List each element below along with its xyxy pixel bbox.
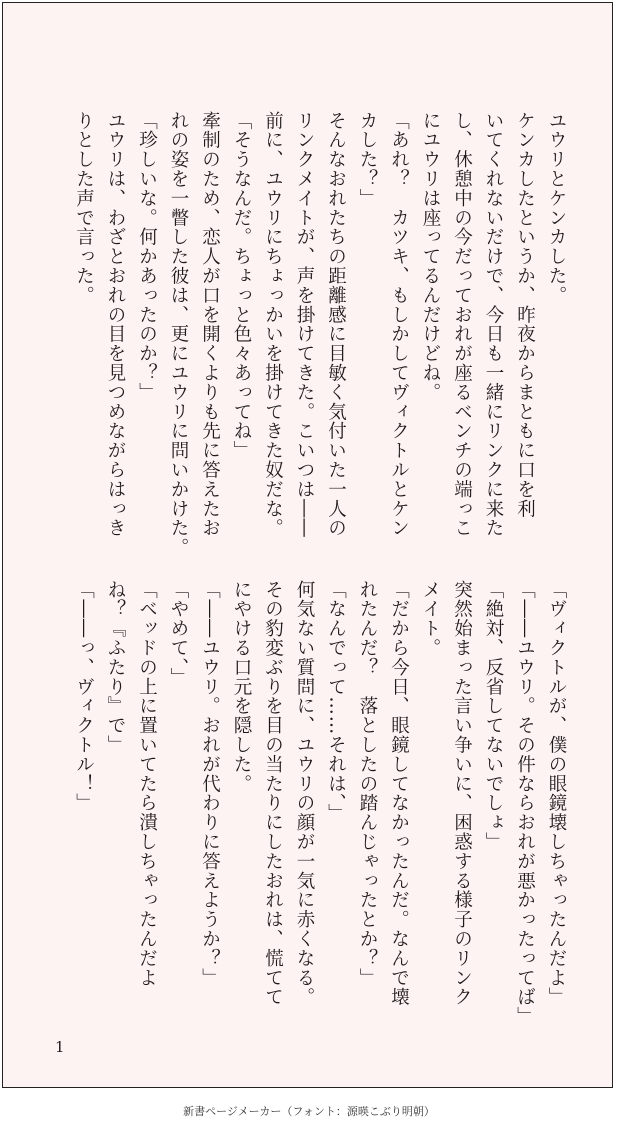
text-bottom-line: ね？『ふたり』で」 [105, 580, 126, 755]
text-bottom-line: 「――ユウリ。その件ならおれが悪かったってば」 [514, 580, 536, 1027]
text-block-top [42, 111, 572, 558]
text-top-line: カした？」 [357, 111, 378, 208]
text-top-line: ケンカしたというか、昨夜からまともに口を利 [514, 111, 536, 519]
text-top-line: 「あれ？ カツキ、もしかしてヴィクトルとケン [388, 111, 410, 538]
page-number: 1 [55, 1038, 65, 1056]
text-top-line: にユウリは座ってるんだけどね。 [420, 111, 441, 402]
text-top-line: リンクメイトが、声を掛けてきた。こいつは―― [294, 111, 315, 538]
text-bottom-line: 「やめて、」 [168, 580, 189, 688]
text-top-line: 「そうなんだ。ちょっと色々あってね」 [231, 111, 252, 461]
text-top-line: し、休憩中の今だっておれが座るベンチの端っこ [451, 111, 473, 538]
text-bottom-line: メイト。 [420, 580, 441, 658]
text-bottom-line: 「ヴィクトルが、僕の眼鏡壊しちゃったんだよ」 [546, 580, 567, 1007]
text-bottom-line: 「――っ、ヴィクトル！」 [73, 580, 95, 813]
text-top-line: 前に、ユウリにちょっかいを掛けてきた奴だな。 [262, 111, 284, 538]
text-top-line: りとした声で言った。 [73, 111, 95, 305]
text-top-line: ユウリは、わざとおれの目を見つめながらはっき [105, 111, 126, 538]
text-bottom-line: その豹変ぶりを目の当たりにしたおれは、慌てて [262, 580, 284, 1007]
text-bottom-line: 突然始まった言い争いに、困惑する様子のリンク [451, 580, 473, 1007]
text-bottom-line: れたんだ？ 落としたの踏んじゃったとか？」 [357, 580, 378, 988]
text-top-line: 牽制のため、恋人が口を開くよりも先に答えたお [199, 111, 221, 538]
text-bottom-line: 「ベッドの上に置いてたら潰しちゃったんだよ [136, 580, 158, 988]
text-bottom-line: 「なんでって……それは、」 [325, 580, 347, 823]
text-bottom-line: 何気ない質問に、ユウリの顔が一気に赤くなる。 [294, 580, 315, 1007]
text-bottom-line: にやける口元を隠した。 [231, 580, 252, 794]
text-bottom-line: 「――ユウリ。おれが代わりに答えようか？」 [199, 580, 221, 988]
text-top-line: いてくれないだけで、今日も一緒にリンクに来た [483, 111, 504, 538]
text-bottom-line: 「だから今日、眼鏡してなかったんだ。なんで壊 [388, 580, 410, 1007]
footer-credit: 新書ページメーカー（フォント：源暎こぶり明朝） [183, 1105, 435, 1118]
text-bottom-line: 「絶対、反省してないでしょ」 [483, 580, 504, 852]
text-top-line: れの姿を一瞥した彼は、更にユウリに問いかけた。 [168, 111, 189, 558]
text-top-line: 「珍しいな。何かあったのか？」 [136, 111, 158, 402]
text-block-bottom [42, 580, 572, 1027]
text-top-line: ユウリとケンカした。 [546, 111, 567, 305]
text-top-line: そんなおれたちの距離感に目敏く気付いた一人の [325, 111, 347, 538]
manuscript-page [2, 2, 613, 1088]
